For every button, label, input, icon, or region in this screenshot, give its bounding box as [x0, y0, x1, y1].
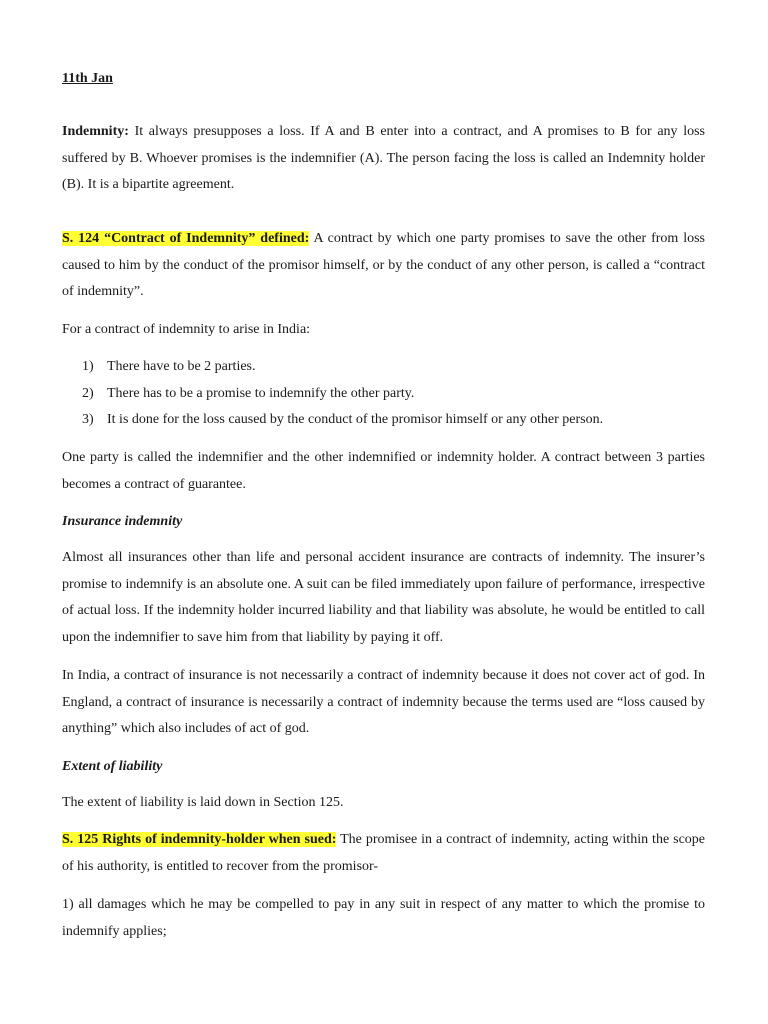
liability-paragraph: The extent of liability is laid down in Section 125.	[62, 795, 344, 810]
insurance-paragraph-2: In India, a contract of insurance is not necessarily a contract of indemnity because it does not cover act of god. In England, a contract of insurance is necessarily a contract of indemnity because the terms used are “loss caused by anything” which also includes of act of god.	[62, 668, 705, 736]
date-heading: 11th Jan	[62, 71, 113, 86]
indemnity-term: Indemnity:	[62, 124, 129, 139]
list-number: 2)	[82, 385, 94, 401]
indemnity-text: It always presupposes a loss. If A and B enter into a contract, and A promises to B for any loss suffered by B. Whoever promises is the indemnifier (A). The person facing the loss is called an Indemnity holder (B). It is a bipartite agreement.	[62, 124, 706, 192]
s124-heading: S. 124 “Contract of Indemnity” defined:	[62, 231, 310, 246]
conditions-intro: For a contract of indemnity to arise in India:	[62, 322, 311, 337]
list-item	[82, 407, 603, 434]
indemnity-paragraph	[62, 119, 705, 199]
s125-item-1: 1) all damages which he may be compelled to pay in any suit in respect of any matter to which the promise to indemnify applies;	[62, 897, 705, 939]
parties-paragraph: One party is called the indemnifier and the other indemnified or indemnity holder. A contract between 3 parties becomes a contract of guarantee.	[62, 450, 705, 492]
conditions-list	[82, 354, 603, 434]
list-text: It is done for the loss caused by the conduct of the promisor himself or any other person.	[107, 412, 604, 427]
insurance-heading: Insurance indemnity	[62, 514, 183, 529]
s124-paragraph	[62, 226, 705, 306]
liability-heading: Extent of liability	[62, 759, 163, 774]
list-item	[82, 354, 603, 381]
s125-text: The promisee in a contract of indemnity, acting within the scope of his authority, is entitled to recover from the promisor-	[62, 832, 705, 874]
list-number: 1)	[82, 359, 94, 374]
list-text: There have to be 2 parties.	[107, 359, 256, 374]
list-text: There has to be a promise to indemnify the other party.	[107, 385, 415, 401]
insurance-paragraph-1: Almost all insurances other than life and personal accident insurance are contracts of indemnity. The insurer’s promise to indemnify is an absolute one. A suit can be filed immediately upon failure of performance, irrespective of actual loss. If the indemnity holder incurred liability and that liability was absolute, he would be entitled to call upon the indemnifier to save him from that liability by paying it off.	[62, 550, 705, 645]
s125-paragraph	[62, 827, 705, 880]
s125-heading: S. 125 Rights of indemnity-holder when sued:	[62, 832, 337, 847]
list-item	[82, 381, 603, 408]
s124-text: A contract by which one party promises to save the other from loss caused to him by the conduct of the promisor himself, or by the conduct of any other person, is called a “contract of indemnity”.	[62, 231, 705, 299]
list-number: 3)	[82, 412, 94, 427]
